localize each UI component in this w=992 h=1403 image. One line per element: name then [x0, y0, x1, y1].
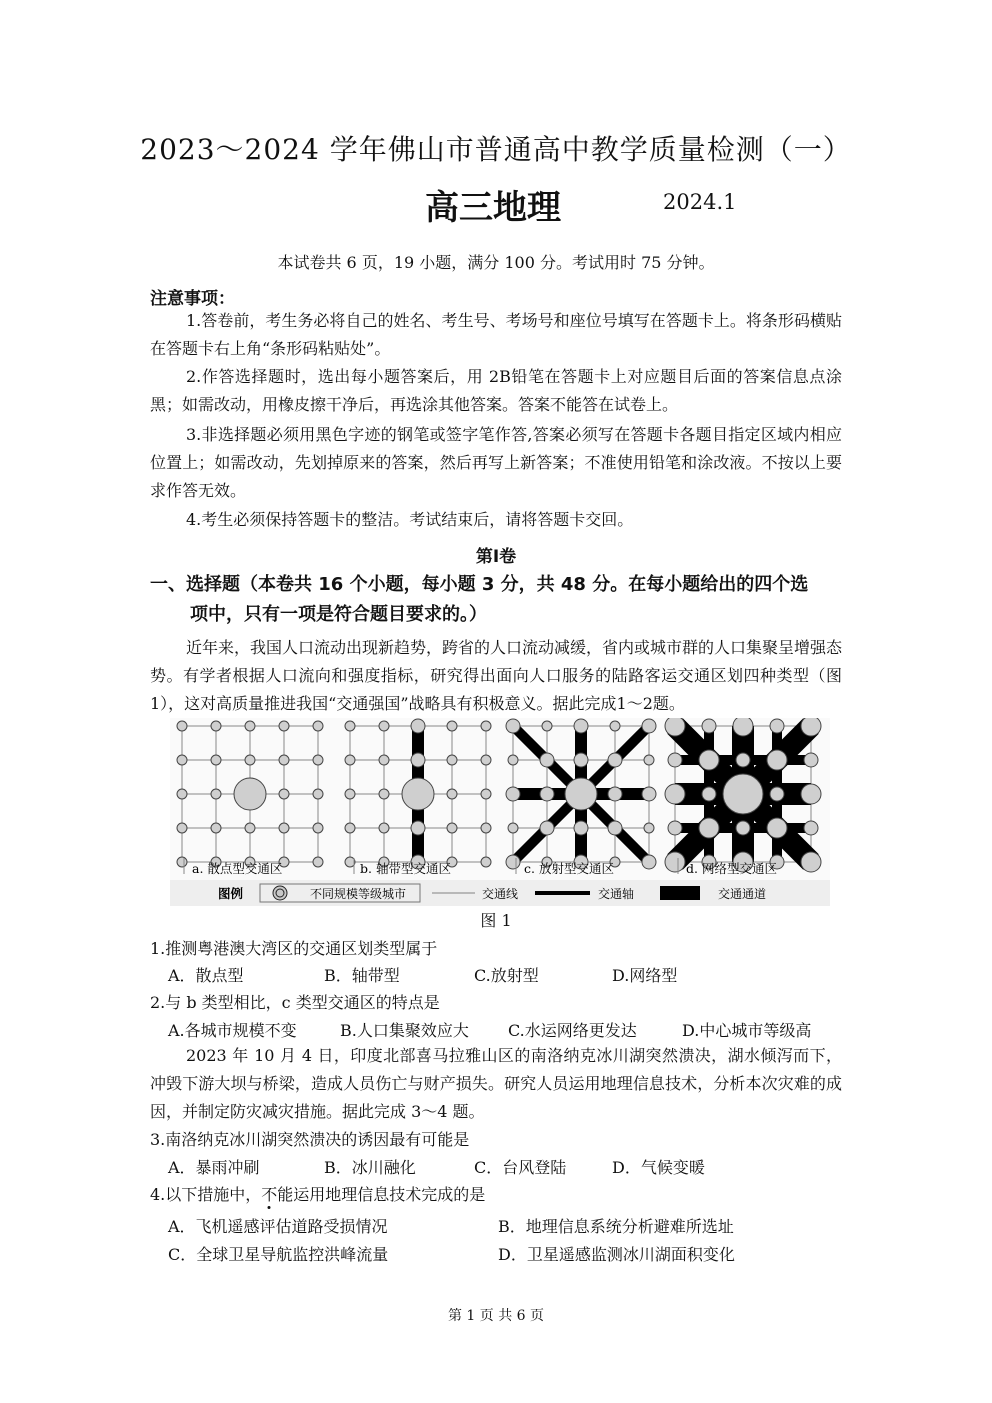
panel-radial-city — [608, 753, 622, 767]
panel-axis-city — [345, 721, 355, 731]
q2-option-b: B.人口集聚效应大 — [340, 1021, 469, 1040]
panel-axis-city — [379, 755, 389, 765]
passage-2: 2023 年 10 月 4 日，印度北部喜马拉雅山区的南洛纳克冰川湖突然溃决，湖水倾泻而下，冲毁下游大坝与桥梁，造成人员伤亡与财产损失。研究人员运用地理信息技术，分析本次灾难的成因，并制定防灾减灾措施。据此完成 3～4 题。 — [150, 1046, 842, 1121]
q4-option-b: B．地理信息系统分析避难所选址 — [498, 1217, 734, 1236]
panel-radial-city — [642, 719, 656, 733]
q3-option-d: D．气候变暖 — [612, 1158, 705, 1177]
panel-radial-city — [574, 719, 588, 733]
q4-option-a: A．飞机遥感评估道路受损情况 — [168, 1217, 388, 1236]
question-1-stem: 1.推测粤港澳大湾区的交通区划类型属于 — [150, 939, 438, 958]
panel-scatter-city — [234, 778, 266, 810]
panel-radial-city — [642, 855, 656, 869]
q3-option-b: B．冰川融化 — [324, 1158, 416, 1177]
panel-network-city — [801, 852, 821, 872]
panel-radial-city — [642, 787, 656, 801]
panel-network-city — [702, 787, 716, 801]
panel-axis-city — [481, 755, 491, 765]
panel-axis-city — [447, 721, 457, 731]
panel-scatter-city — [313, 789, 323, 799]
panel-network-city — [801, 784, 821, 804]
panel-axis-city — [481, 857, 491, 867]
notice-item-4: 4.考生必须保持答题卡的整洁。考试结束后，请将答题卡交回。 — [186, 510, 634, 529]
panel-network-city — [767, 818, 787, 838]
section-heading-line2: 项中，只有一项是符合题目要求的。） — [190, 604, 487, 625]
panel-axis-city — [447, 789, 457, 799]
panel-radial-city — [508, 755, 518, 765]
panel-scatter-city — [279, 789, 289, 799]
q1-option-d: D.网络型 — [612, 966, 678, 985]
panel-network-city — [801, 718, 821, 736]
panel-scatter-city — [279, 721, 289, 731]
passage-1: 近年来，我国人口流动出现新趋势，跨省的人口流动减缓，省内或城市群的人口集聚呈增强态势。有学者根据人口流向和强度指标，研究得出面向人口服务的陆路客运交通区划四种类型（图1），这对高质量推进我国“交通强国”战略具有积极意义。据此完成1～2题。 — [150, 638, 843, 713]
panel-scatter-city — [177, 789, 187, 799]
panel-radial-city — [506, 787, 520, 801]
panel-network-city — [702, 719, 716, 733]
q4-stem-post: 能运用地理信息技术完成的是 — [277, 1185, 486, 1204]
subject-title: 高三地理 — [425, 188, 561, 228]
panel-network-city — [736, 753, 750, 767]
exam-date: 2024.1 — [663, 190, 737, 214]
panel-axis-city — [411, 753, 425, 767]
panel-radial-city — [506, 855, 520, 869]
panel-d-label: d. 网络型交通区 — [686, 861, 777, 876]
panel-radial-city — [540, 787, 554, 801]
panel-network-city — [804, 753, 818, 767]
panel-axis-city — [379, 789, 389, 799]
panel-axis-city — [481, 721, 491, 731]
panel-radial-city — [506, 719, 520, 733]
exam-title: 2023～2024 学年佛山市普通高中教学质量检测（一） — [140, 133, 852, 166]
panel-radial-city — [574, 753, 588, 767]
q2-option-d: D.中心城市等级高 — [682, 1021, 812, 1040]
panel-radial-city — [540, 821, 554, 835]
legend-title: 图例 — [218, 886, 244, 901]
page-footer: 第 1 页 共 6 页 — [447, 1308, 545, 1324]
q3-option-c: C．台风登陆 — [474, 1158, 567, 1177]
panel-scatter-city — [177, 857, 187, 867]
q1-option-a: A．散点型 — [168, 966, 244, 985]
figure-legend — [170, 880, 830, 906]
panel-network-city — [804, 821, 818, 835]
notice-heading: 注意事项： — [150, 289, 235, 309]
panel-scatter-city — [279, 823, 289, 833]
panel-scatter-city — [177, 721, 187, 731]
question-3-stem: 3.南洛纳克冰川湖突然溃决的诱因最有可能是 — [150, 1130, 470, 1149]
notice-item-2: 2.作答选择题时，选出每小题答案后，用 2B铅笔在答题卡上对应题目后面的答案信息点涂黑；如需改动，用橡皮擦干净后，再选涂其他答案。答案不能答在试卷上。 — [150, 367, 842, 414]
figure-caption: 图 1 — [480, 911, 512, 930]
panel-scatter-city — [211, 789, 221, 799]
panel-axis-city — [411, 719, 425, 733]
q2-option-a: A.各城市规模不变 — [168, 1021, 297, 1040]
transport-corridor-icon — [660, 886, 700, 900]
panel-network-city — [736, 821, 750, 835]
q4-option-d: D．卫星遥感监测冰川湖面积变化 — [498, 1245, 735, 1264]
panel-axis-city — [481, 823, 491, 833]
q4-stem-emphasis: 不 — [261, 1185, 278, 1204]
panel-scatter-city — [313, 823, 323, 833]
panel-axis-city — [447, 755, 457, 765]
panel-a-label: a. 散点型交通区 — [192, 861, 283, 876]
exam-intro: 本试卷共 6 页，19 小题，满分 100 分。考试用时 75 分钟。 — [277, 253, 715, 272]
legend-item-corridor: 交通通道 — [718, 887, 767, 901]
section-heading — [150, 570, 850, 630]
panel-scatter-city — [177, 755, 187, 765]
panel-axis-city — [345, 823, 355, 833]
notice-item-3: 3.非选择题必须用黑色字迹的钢笔或签字笔作答,答案必须写在答题卡各题目指定区域内相应位置上；如需改动，先划掉原来的答案，然后再写上新答案；不准使用铅笔和涂改液。不按以上要求作答无效。 — [150, 425, 842, 500]
panel-radial-city — [644, 755, 654, 765]
panel-network-city — [665, 852, 685, 872]
panel-b-label: b. 轴带型交通区 — [360, 861, 451, 876]
panel-network-city — [767, 750, 787, 770]
panel-radial-city — [542, 721, 552, 731]
panel-radial-city — [610, 721, 620, 731]
panel-axis-city — [345, 789, 355, 799]
q3-option-a: A．暴雨冲刷 — [168, 1158, 260, 1177]
question-2-stem: 2.与 b 类型相比，c 类型交通区的特点是 — [150, 993, 440, 1012]
panel-axis-city — [411, 821, 425, 835]
panel-scatter-city — [279, 755, 289, 765]
q1-option-c: C.放射型 — [474, 966, 539, 985]
panel-scatter-city — [211, 823, 221, 833]
panel-axis-city — [379, 823, 389, 833]
panel-network-city — [668, 753, 682, 767]
panel-axis-city — [402, 778, 434, 810]
panel-radial-city — [565, 778, 597, 810]
panel-axis-city — [345, 755, 355, 765]
q2-option-c: C.水运网络更发达 — [508, 1021, 637, 1040]
legend-item-line: 交通线 — [482, 887, 519, 901]
panel-radial-city — [644, 823, 654, 833]
panel-scatter-city — [313, 721, 323, 731]
panel-radial-city — [608, 787, 622, 801]
panel-radial-city — [540, 753, 554, 767]
q4-option-c: C．全球卫星导航监控洪峰流量 — [168, 1245, 389, 1264]
legend-item-axis: 交通轴 — [598, 887, 635, 901]
panel-radial-city — [574, 821, 588, 835]
figure-1 — [170, 718, 830, 906]
panel-radial-city — [508, 823, 518, 833]
panel-network-city — [770, 719, 784, 733]
panel-radial-city — [608, 821, 622, 835]
q4-stem-pre: 4.以下措施中， — [150, 1185, 262, 1204]
panel-network-city — [665, 784, 685, 804]
panel-axis-city — [481, 789, 491, 799]
panel-network-city — [699, 818, 719, 838]
part-heading: 第Ⅰ卷 — [475, 547, 517, 567]
panel-scatter-city — [211, 721, 221, 731]
panel-scatter-city — [245, 823, 255, 833]
panel-scatter-city — [313, 857, 323, 867]
notice-item-1: 1.答卷前，考生务必将自己的姓名、考生号、考场号和座位号填写在答题卡上。将条形码横贴在答题卡右上角“条形码粘贴处”。 — [150, 311, 842, 358]
panel-network-city — [668, 821, 682, 835]
panel-network-city — [699, 750, 719, 770]
panel-network-city — [733, 718, 753, 736]
panel-network-city — [723, 774, 763, 814]
legend-item-cities: 不同规模等级城市 — [310, 887, 407, 901]
panel-scatter-city — [211, 755, 221, 765]
panel-scatter-city — [313, 755, 323, 765]
q1-option-b: B．轴带型 — [324, 966, 400, 985]
panel-scatter-city — [245, 755, 255, 765]
panel-axis-city — [447, 823, 457, 833]
panel-c-label: c. 放射型交通区 — [524, 861, 614, 876]
panel-axis-city — [379, 721, 389, 731]
panel-scatter-city — [245, 721, 255, 731]
section-heading-line1: 一、选择题（本卷共 16 个小题，每小题 3 分，共 48 分。在每小题给出的四个选 — [150, 574, 809, 595]
panel-scatter-city — [177, 823, 187, 833]
panel-network-city — [665, 718, 685, 736]
city-circle-icon — [273, 886, 287, 900]
question-4-stem — [150, 1182, 485, 1205]
panel-network-city — [770, 787, 784, 801]
